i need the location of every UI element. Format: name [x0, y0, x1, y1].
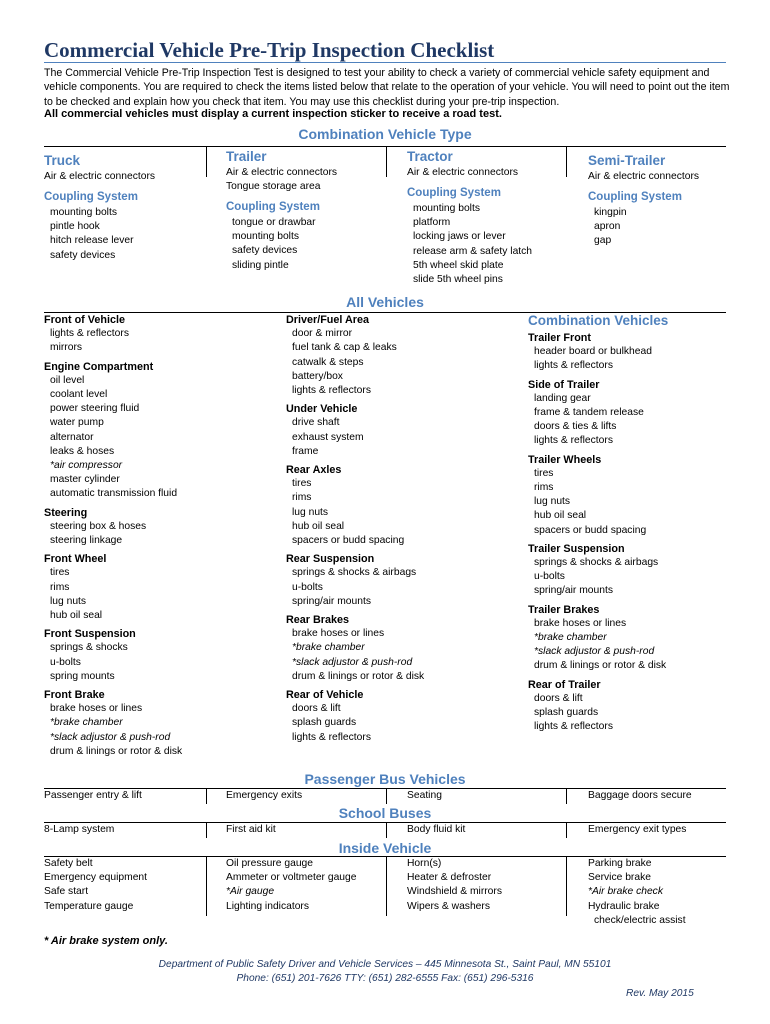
list-item: header board or bulkhead [534, 346, 652, 358]
tractor-coupling-list [407, 202, 532, 287]
section-title: Front Wheel [44, 553, 107, 566]
list-item: Emergency equipment [44, 872, 148, 884]
list-item: springs & shocks & airbags [534, 557, 659, 569]
section-title: Steering [44, 506, 88, 519]
list-item: Ammeter or voltmeter gauge [226, 872, 357, 884]
list-item: check/electric assist [594, 914, 686, 926]
section-title: Trailer Suspension [528, 542, 625, 555]
list-item: steering box & hoses [50, 520, 147, 532]
list-item: brake hoses or lines [292, 628, 385, 640]
section-title: Front of Vehicle [44, 314, 125, 326]
school-buses-cell: Emergency exit types [588, 824, 687, 835]
list-item: rims [50, 581, 70, 593]
all-vehicles-heading: All Vehicles [346, 294, 424, 310]
list-item: *slack adjustor & push-rod [534, 646, 655, 658]
revision-date: Rev. May 2015 [626, 988, 694, 999]
list-item: hub oil seal [534, 510, 587, 522]
section-title: Rear Brakes [286, 614, 350, 627]
trailer-coupling-heading: Coupling System [226, 201, 320, 213]
school-buses-heading: School Buses [338, 805, 432, 821]
inside-vehicle-column-4 [588, 857, 686, 928]
list-item: springs & shocks & airbags [292, 567, 417, 579]
list-item: spacers or budd spacing [534, 524, 647, 536]
list-item: doors & ties & lifts [534, 421, 617, 433]
list-item: u-bolts [534, 571, 565, 583]
list-item: tires [50, 567, 70, 579]
list-item: rims [292, 492, 312, 504]
list-item: *brake chamber [50, 717, 123, 729]
list-item: master cylinder [50, 474, 120, 486]
list-item: pintle hook [50, 221, 100, 233]
list-item: drum & linings or rotor & disk [534, 660, 667, 672]
list-item: doors & lift [292, 703, 341, 715]
list-item: mirrors [50, 342, 83, 354]
list-item: Safety belt [44, 858, 93, 869]
list-item: Service brake [588, 872, 651, 884]
list-item: u-bolts [50, 656, 81, 668]
school-buses-divider [386, 822, 387, 838]
list-item: mounting bolts [50, 207, 117, 218]
all-vehicles-column-2 [286, 313, 424, 745]
inside-vehicle-column-3 [407, 857, 502, 914]
list-item: *air compressor [50, 460, 123, 472]
list-item: Parking brake [588, 858, 652, 869]
combination-divider-2 [386, 146, 387, 177]
trailer-heading: Trailer [226, 149, 267, 164]
section-title: Driver/Fuel Area [286, 314, 370, 326]
inside-vehicle-column-2 [226, 857, 356, 914]
section-title: Rear Suspension [286, 553, 375, 566]
list-item: Windshield & mirrors [407, 886, 502, 898]
list-item: drive shaft [292, 417, 340, 429]
trailer-coupling-list [226, 216, 316, 273]
combination-vehicle-type-heading: Combination Vehicle Type [298, 126, 472, 142]
list-item: gap [594, 235, 612, 247]
list-item: kingpin [594, 207, 627, 218]
inside-vehicle-column-1 [44, 857, 147, 914]
list-item: 5th wheel skid plate [413, 259, 504, 271]
semi-trailer-connectors: Air & electric connectors [588, 171, 700, 182]
list-item: *brake chamber [534, 632, 607, 644]
list-item: coolant level [50, 389, 108, 401]
list-item: fuel tank & cap & leaks [292, 342, 397, 354]
list-item: splash guards [534, 707, 599, 719]
semi-trailer-heading: Semi-Trailer [588, 153, 666, 168]
list-item: springs & shocks [50, 642, 128, 654]
list-item: lights & reflectors [534, 721, 613, 733]
page-title: Commercial Vehicle Pre-Trip Inspection Checklist [44, 38, 495, 62]
passenger-bus-divider [206, 788, 207, 804]
list-item: lights & reflectors [534, 360, 613, 372]
list-item: exhaust system [292, 431, 364, 443]
school-buses-divider [566, 822, 567, 838]
combination-top-rule [44, 146, 726, 147]
combination-divider-3 [566, 146, 567, 177]
list-item: splash guards [292, 717, 357, 729]
passenger-bus-cell: Baggage doors secure [588, 790, 692, 801]
list-item: lug nuts [534, 496, 571, 508]
inside-vehicle-divider [386, 856, 387, 916]
passenger-bus-rule [44, 788, 726, 789]
list-item: Safe start [44, 886, 89, 898]
list-item: slide 5th wheel pins [413, 274, 503, 286]
school-buses-cell: Body fluid kit [407, 824, 466, 835]
list-item: *slack adjustor & push-rod [292, 656, 413, 668]
inside-vehicle-heading: Inside Vehicle [338, 840, 432, 856]
list-item: spring/air mounts [534, 585, 613, 597]
list-item: mounting bolts [413, 203, 480, 214]
list-item: safety devices [232, 245, 298, 257]
list-item: automatic transmission fluid [50, 488, 178, 500]
list-item: battery/box [292, 370, 343, 382]
trailer-lines: Air & electric connectors Tongue storage area [226, 167, 338, 193]
passenger-bus-divider [566, 788, 567, 804]
list-item: Heater & defroster [407, 872, 492, 884]
all-vehicles-column-1 [44, 313, 182, 759]
section-title: Under Vehicle [286, 403, 358, 416]
list-item: mounting bolts [232, 231, 299, 243]
list-item: drum & linings or rotor & disk [50, 745, 183, 757]
combination-divider-1 [206, 146, 207, 177]
list-item: lug nuts [50, 595, 87, 607]
section-title: Rear Axles [286, 464, 342, 477]
air-brake-note: * Air brake system only. [44, 935, 168, 947]
list-item: Temperature gauge [44, 900, 134, 912]
list-item: tires [534, 467, 554, 479]
list-item: brake hoses or lines [50, 703, 143, 715]
inside-vehicle-divider [206, 856, 207, 916]
list-item: Lighting indicators [226, 900, 309, 912]
tractor-heading: Tractor [407, 149, 453, 164]
list-item: apron [594, 221, 621, 233]
list-item: leaks & hoses [50, 445, 115, 457]
intro-paragraph: The Commercial Vehicle Pre-Trip Inspection Test is designed to test your ability to check a variety of commercial vehicle safety equipment and vehicle components. You are required to check the items listed below that relate to the operation of your vehicle. You will need to point out the item to be checked and explain how you check that item. You may use this checklist during your pre-trip inspection. [44, 67, 730, 108]
list-item: steering linkage [50, 535, 123, 547]
section-title: Trailer Wheels [528, 453, 602, 466]
list-item: lights & reflectors [292, 385, 371, 397]
tractor-coupling-heading: Coupling System [407, 187, 501, 199]
section-title: Rear of Trailer [528, 678, 601, 691]
list-item: Oil pressure gauge [226, 858, 314, 869]
list-item: brake hoses or lines [534, 617, 627, 629]
list-item: water pump [50, 417, 104, 429]
section-title: Rear of Vehicle [286, 689, 364, 702]
list-item: lights & reflectors [50, 328, 129, 340]
list-item: *Air gauge [226, 886, 275, 898]
footer-phone: Phone: (651) 201-7626 TTY: (651) 282-6555 Fax: (651) 296-5316 [236, 973, 534, 984]
section-title: Side of Trailer [528, 378, 600, 391]
footer-address: Department of Public Safety Driver and Vehicle Services – 445 Minnesota St., Saint Paul, MN 55101 [158, 959, 612, 970]
inside-vehicle-divider [566, 856, 567, 916]
list-item: platform [413, 217, 451, 229]
list-item: *brake chamber [292, 642, 365, 654]
list-item: lights & reflectors [292, 731, 371, 743]
list-item: catwalk & steps [292, 356, 364, 368]
title-underline [44, 62, 726, 63]
list-item: release arm & safety latch [413, 245, 533, 257]
list-item: alternator [50, 431, 94, 443]
list-item: tongue or drawbar [232, 217, 316, 228]
passenger-bus-cell: Seating [407, 790, 442, 801]
section-title: Trailer Brakes [528, 603, 600, 616]
list-item: sliding pintle [232, 259, 289, 271]
section-title: Front Suspension [44, 628, 136, 641]
list-item: drum & linings or rotor & disk [292, 670, 425, 682]
truck-coupling-heading: Coupling System [44, 191, 138, 203]
passenger-bus-heading: Passenger Bus Vehicles [304, 771, 466, 787]
passenger-bus-cell: Emergency exits [226, 790, 303, 801]
list-item: u-bolts [292, 581, 323, 593]
semi-trailer-coupling-heading: Coupling System [588, 191, 682, 203]
list-item: landing gear [534, 392, 591, 404]
section-title: Front Brake [44, 689, 105, 702]
list-item: spring mounts [50, 670, 115, 682]
list-item: Horn(s) [407, 858, 442, 869]
list-item: locking jaws or lever [413, 231, 506, 243]
all-vehicles-column-3 [528, 331, 666, 734]
list-item: rims [534, 482, 554, 494]
truck-connectors: Air & electric connectors [44, 171, 156, 182]
school-buses-cell: First aid kit [226, 824, 276, 835]
list-item: Hydraulic brake [588, 900, 660, 912]
list-item: lights & reflectors [534, 435, 613, 447]
truck-coupling-list [44, 206, 134, 263]
school-buses-rule [44, 822, 726, 823]
list-item: *Air brake check [588, 886, 663, 898]
section-title: Trailer Front [528, 332, 591, 344]
list-item: spring/air mounts [292, 595, 371, 607]
list-item: frame [292, 445, 319, 457]
tractor-connectors: Air & electric connectors [407, 167, 519, 178]
list-item: tires [292, 478, 312, 490]
list-item: doors & lift [534, 692, 583, 704]
list-item: hub oil seal [292, 520, 345, 532]
list-item: frame & tandem release [534, 407, 644, 419]
list-item: hitch release lever [50, 235, 134, 247]
list-item: spacers or budd spacing [292, 535, 405, 547]
list-item: power steering fluid [50, 403, 140, 415]
school-buses-divider [206, 822, 207, 838]
list-item: Wipers & washers [407, 900, 490, 912]
section-title: Engine Compartment [44, 360, 154, 373]
inspection-sticker-notice: All commercial vehicles must display a current inspection sticker to receive a road test. [44, 108, 502, 120]
truck-heading: Truck [44, 153, 81, 168]
list-item: safety devices [50, 249, 116, 261]
school-buses-cell: 8-Lamp system [44, 824, 115, 835]
combination-vehicles-heading: Combination Vehicles [528, 313, 669, 328]
list-item: lug nuts [292, 506, 329, 518]
semi-trailer-coupling-list [588, 206, 627, 249]
list-item: *slack adjustor & push-rod [50, 731, 171, 743]
passenger-bus-cell: Passenger entry & lift [44, 790, 142, 801]
list-item: hub oil seal [50, 610, 103, 622]
list-item: oil level [50, 374, 85, 386]
list-item: door & mirror [292, 328, 353, 340]
passenger-bus-divider [386, 788, 387, 804]
